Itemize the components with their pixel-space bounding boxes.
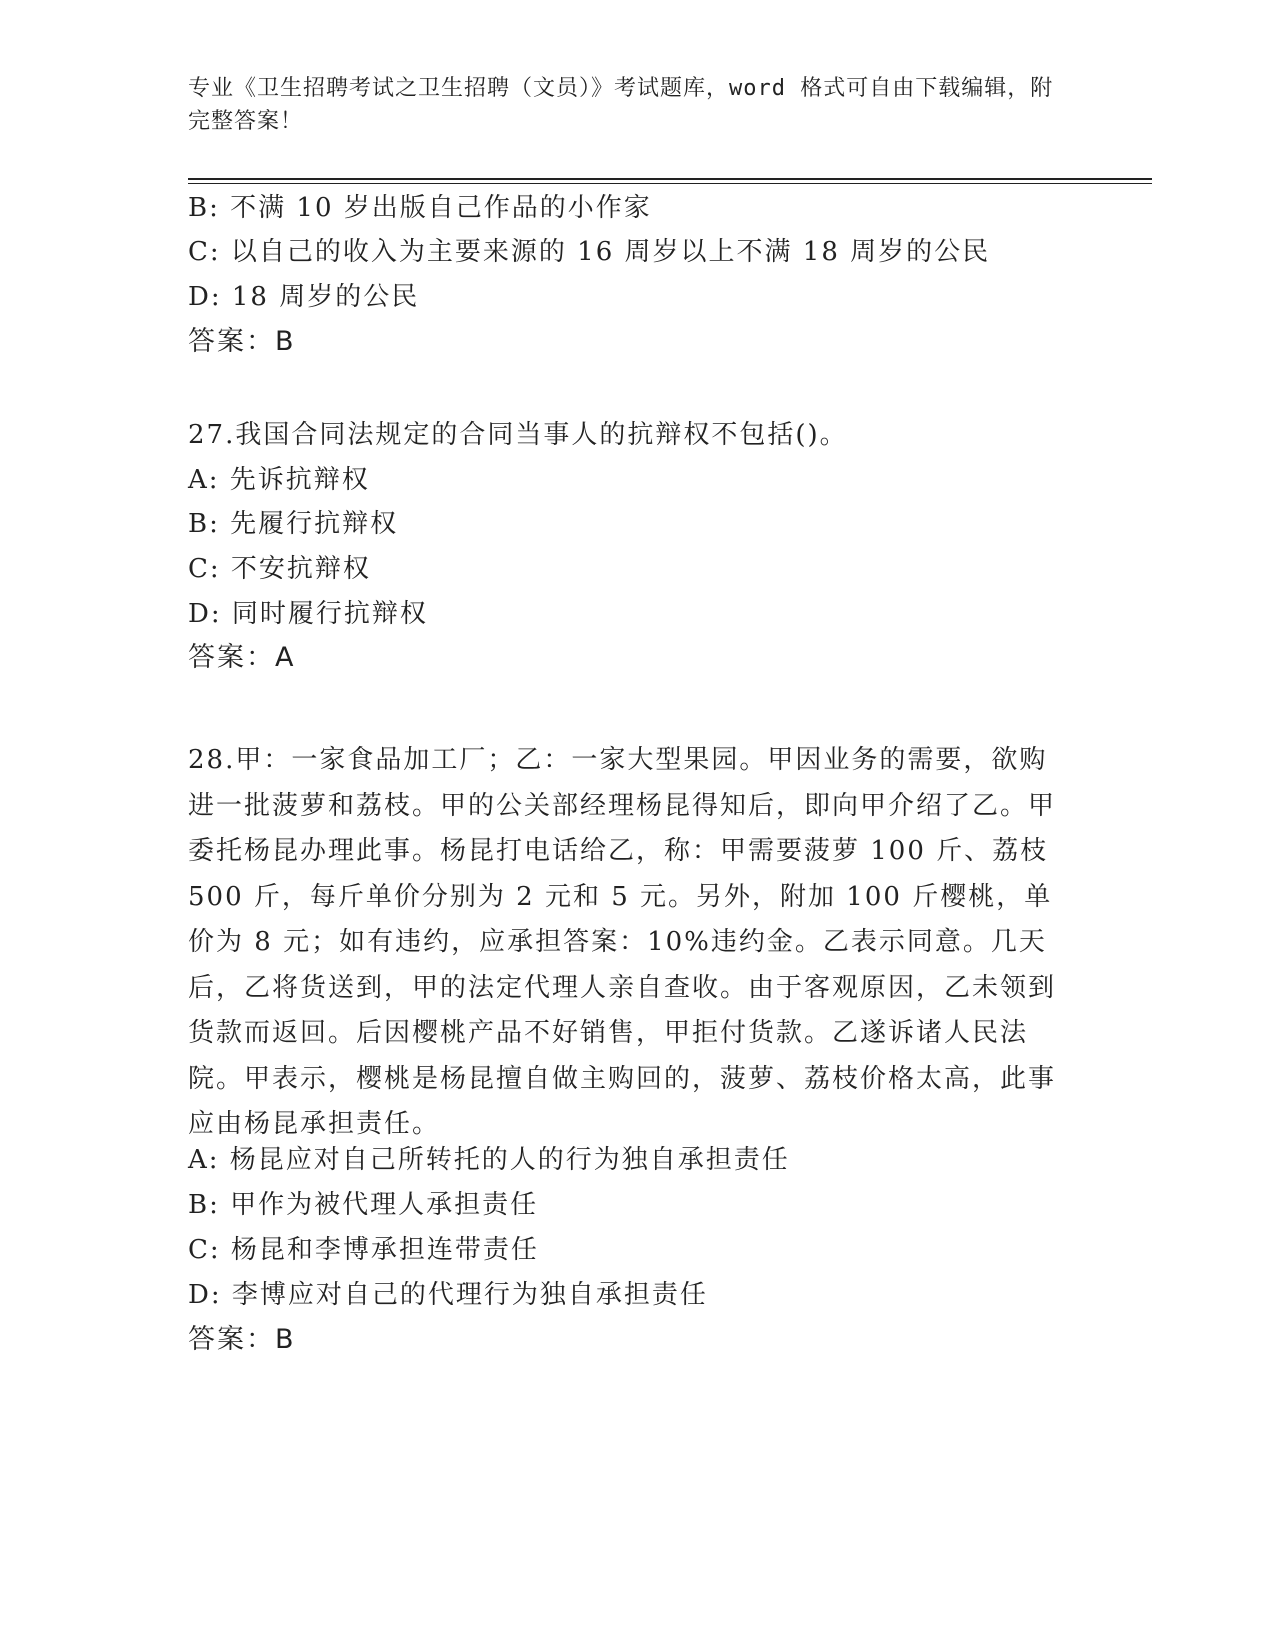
q28-option-c: C: 杨昆和李博承担连带责任	[188, 1235, 539, 1265]
q27-option-b: B: 先履行抗辩权	[188, 509, 399, 539]
q28-answer: 答案：B	[188, 1324, 296, 1355]
document-header: 专业《卫生招聘考试之卫生招聘（文员）》考试题库，word 格式可自由下载编辑，附完整答案！	[188, 76, 1054, 134]
q26-option-b: B: 不满 10 岁出版自己作品的小作家	[188, 193, 652, 223]
q28-option-d: D: 李博应对自己的代理行为独自承担责任	[188, 1280, 708, 1310]
q26-option-d: D: 18 周岁的公民	[188, 282, 420, 312]
q26-answer: 答案：B	[188, 326, 296, 357]
header-divider-thin	[188, 183, 1152, 184]
q27-option-d: D: 同时履行抗辩权	[188, 599, 428, 629]
q27-answer: 答案：A	[188, 642, 296, 673]
q26-option-c: C: 以自己的收入为主要来源的 16 周岁以上不满 18 周岁的公民	[188, 237, 991, 267]
q28-option-a: A: 杨昆应对自己所转托的人的行为独自承担责任	[188, 1145, 790, 1175]
q27-option-c: C: 不安抗辩权	[188, 554, 371, 584]
q28-option-b: B: 甲作为被代理人承担责任	[188, 1190, 539, 1220]
q27-option-a: A: 先诉抗辩权	[188, 465, 370, 495]
q28-question: 28.甲：一家食品加工厂；乙：一家大型果园。甲因业务的需要，欲购进一批菠萝和荔枝。甲的公关部经理杨昆得知后，即向甲介绍了乙。甲委托杨昆办理此事。杨昆打电话给乙，称：甲需要菠萝 100 斤、荔枝 500 斤，每斤单价分别为 2 元和 5 元。另外，附加 100 斤樱桃，单价为 8 元；如有违约，应承担答案：10%违约金。乙表示同意。几天后，乙将货送到，甲的法定代理人亲自查收。由于客观原因，乙未领到货款而返回。后因樱桃产品不好销售，甲拒付货款。乙遂诉诸人民法院。甲表示，樱桃是杨昆擅自做主购回的，菠萝、荔枝价格太高，此事应由杨昆承担责任。	[188, 745, 1057, 1139]
header-divider-thick	[188, 178, 1152, 180]
q27-question: 27.我国合同法规定的合同当事人的抗辩权不包括()。	[188, 420, 848, 450]
